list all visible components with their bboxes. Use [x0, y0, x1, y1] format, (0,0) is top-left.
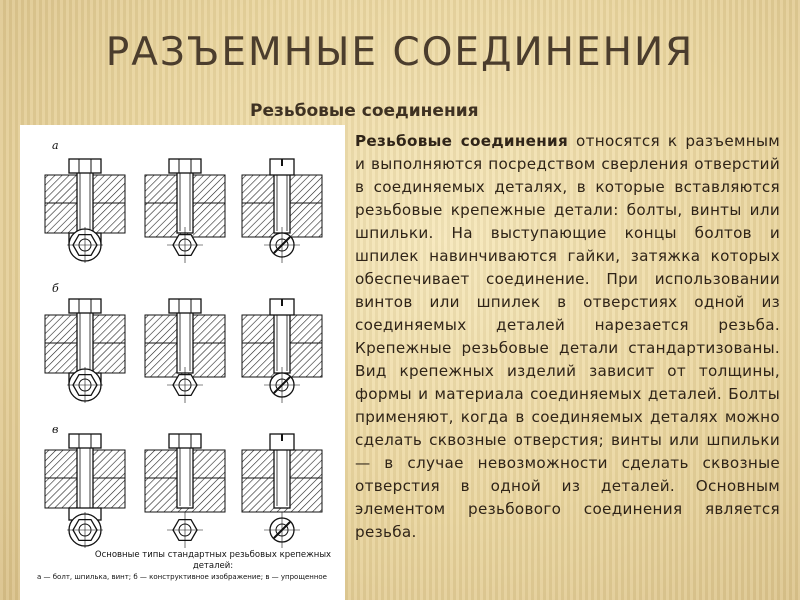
figure-caption: Основные типы стандартных резьбовых крепежных деталей:	[94, 550, 332, 571]
nut	[69, 159, 101, 173]
row-label-a: а	[52, 139, 59, 152]
fasteners-drawing	[20, 125, 345, 600]
slide-subtitle: Резьбовые соединения	[250, 101, 479, 121]
row-label-v: в	[52, 423, 59, 436]
body-lead: Резьбовые соединения	[355, 132, 569, 150]
body-paragraph: относятся к разъемным и выполняются посредством сверления отверстий в соединяемых деталях, в которые вставляются резьбовые крепежные детали: болты, винты или шпильки. На выступающие концы болтов и шпилек навинчиваются гайки, затяжка которых обеспечивает соединение. При использовании винтов или шпилек в отверстиях одной из соединяемых деталей нарезается резьба. Крепежные резьбовые детали стандартизованы. Вид крепежных изделий зависит от толщины, формы и материала соединяемых деталей. Болты применяют, когда в соединяемых деталях можно сделать сквозные отверстия; винты или шпильки — в случае невозможности сделать сквозные отверстия в одной из деталей. Основным элементом резьбового соединения является резьба.	[355, 132, 780, 541]
figure-legend: а — болт, шпилька, винт; б — конструктивное изображение; в — упрощенное	[37, 573, 327, 581]
body-text	[355, 130, 780, 600]
nut	[169, 159, 201, 173]
slide-title: РАЗЪЕМНЫЕ СОЕДИНЕНИЯ	[105, 30, 695, 75]
nut	[69, 299, 101, 313]
nut	[169, 299, 201, 313]
nut	[169, 434, 201, 448]
threaded-fasteners-figure	[20, 125, 345, 600]
nut	[69, 434, 101, 448]
row-label-b: б	[52, 282, 59, 295]
